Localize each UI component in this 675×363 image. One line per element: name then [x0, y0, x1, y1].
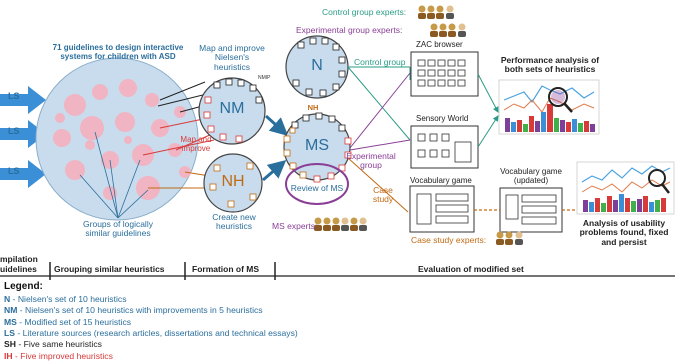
guidelines-circle: [36, 58, 198, 220]
groups-label-line2: similar guidelines: [85, 228, 151, 239]
experimental-group-line1: Experimental: [346, 151, 396, 161]
experimental-experts-label: Experimental group experts:: [296, 25, 403, 35]
control-experts-label: Control group experts:: [322, 7, 407, 17]
phase-evaluation: Evaluation of modified set: [418, 264, 524, 274]
legend-text: - Five improved heuristics: [12, 350, 113, 361]
experimental-experts-icons: [430, 24, 466, 38]
legend-key: LS: [4, 327, 15, 338]
case-study-experts-icons: [496, 232, 523, 246]
groups-label: [83, 220, 153, 239]
legend-item: [4, 305, 263, 315]
experimental-group-label: [346, 152, 396, 171]
map-and-improve-label: [180, 136, 211, 154]
analysis-title-line1: Analysis of usability: [582, 218, 666, 228]
nh-label: NH: [221, 173, 245, 190]
vocab-updated-label: [500, 168, 562, 186]
legend-key: N: [4, 294, 11, 304]
nmip-label: NMIP: [258, 75, 271, 81]
phase-compilation-line2: uidelines: [0, 263, 37, 274]
nh-small-label: NH: [307, 103, 319, 112]
legend-item: [4, 339, 102, 349]
legend-key: SH: [4, 339, 16, 350]
zac-label: ZAC browser: [416, 40, 463, 49]
create-new-label: [212, 213, 255, 232]
ms-experts-icons: [314, 218, 367, 232]
case-study-line1: Case: [373, 185, 393, 195]
performance-chart: [499, 80, 599, 134]
legend-text: - Five same heuristics: [15, 339, 102, 350]
guidelines-title-line2: systems for children with ASD: [60, 51, 176, 61]
analysis-title-line2: problems found, fixed: [579, 227, 669, 238]
legend-key: IH: [4, 350, 13, 361]
map-improve-line2: Nielsen's: [214, 52, 250, 63]
analysis-title-line3: and persist: [601, 236, 647, 247]
case-study-label: [373, 186, 393, 205]
map-and-improve-line2: improve: [181, 143, 211, 153]
legend-item: [4, 294, 127, 304]
legend-text: - Nielsen's set of 10 heuristics: [10, 294, 127, 304]
map-improve-line3: heuristics: [214, 61, 250, 72]
case-study-line2: study: [372, 194, 394, 205]
vocab-updated-line2: (updated): [513, 175, 549, 185]
ms-experts-label: MS experts:: [272, 221, 318, 231]
ls-label-3: LS: [8, 166, 20, 176]
map-improve-label: [199, 44, 265, 72]
vocab-updated-window: [500, 188, 562, 232]
performance-title-line2: both sets of heuristics: [504, 64, 596, 75]
ls-label-2: LS: [8, 126, 20, 136]
analysis-title: [580, 219, 669, 247]
vocab-updated-line1: Vocabulary game: [500, 167, 562, 176]
vocab-window: [410, 186, 474, 232]
analysis-chart: [577, 162, 674, 214]
phase-grouping: Grouping similar heuristics: [54, 264, 165, 274]
guidelines-title: [53, 44, 184, 62]
legend-text: - Modified set of 15 heuristics: [16, 316, 132, 327]
control-group-label: Control group: [354, 57, 406, 67]
performance-title: [501, 56, 599, 75]
vocab-label: Vocabulary game: [410, 176, 472, 185]
performance-title-line1: Performance analysis of: [500, 55, 600, 65]
sensory-window: [411, 126, 478, 168]
phase-formation: Formation of MS: [192, 264, 260, 274]
legend-text: - Nielsen's set of 10 heuristics with improvements in 5 heuristics: [17, 305, 263, 316]
map-improve-line1: Map and improve: [199, 43, 265, 53]
phase-compilation: [0, 255, 38, 275]
legend-text: - Literature sources (research articles, dissertations and technical essays): [14, 327, 298, 338]
ms-label: MS: [305, 137, 329, 154]
sensory-label: Sensory World: [416, 114, 469, 123]
legend-item: [4, 351, 113, 361]
case-study-experts-label: Case study experts:: [411, 235, 487, 245]
to-ms-arrows: [263, 116, 286, 180]
legend-key: NM: [4, 305, 18, 316]
zac-window: [411, 52, 478, 96]
guidelines-title-line1: 71 guidelines to design interactive: [52, 43, 184, 52]
groups-label-line1: Groups of logically: [83, 219, 153, 229]
phase-compilation-line1: mpilation: [0, 254, 38, 264]
legend-item: [4, 317, 131, 327]
n-label: N: [311, 57, 323, 74]
perf-lines: [478, 74, 498, 147]
legend-title: Legend:: [4, 281, 43, 292]
legend-item: [4, 328, 298, 338]
legend-key: MS: [4, 316, 17, 327]
ls-label-1: LS: [8, 91, 20, 101]
create-new-line1: Create new: [212, 212, 256, 222]
nm-label: NM: [219, 100, 245, 117]
create-new-line2: heuristics: [216, 221, 252, 232]
map-and-improve-line1: Map and: [180, 135, 212, 144]
control-experts-icons: [418, 6, 454, 20]
experimental-group-line2: group: [360, 160, 382, 171]
review-ms-label: Review of MS: [290, 183, 344, 193]
